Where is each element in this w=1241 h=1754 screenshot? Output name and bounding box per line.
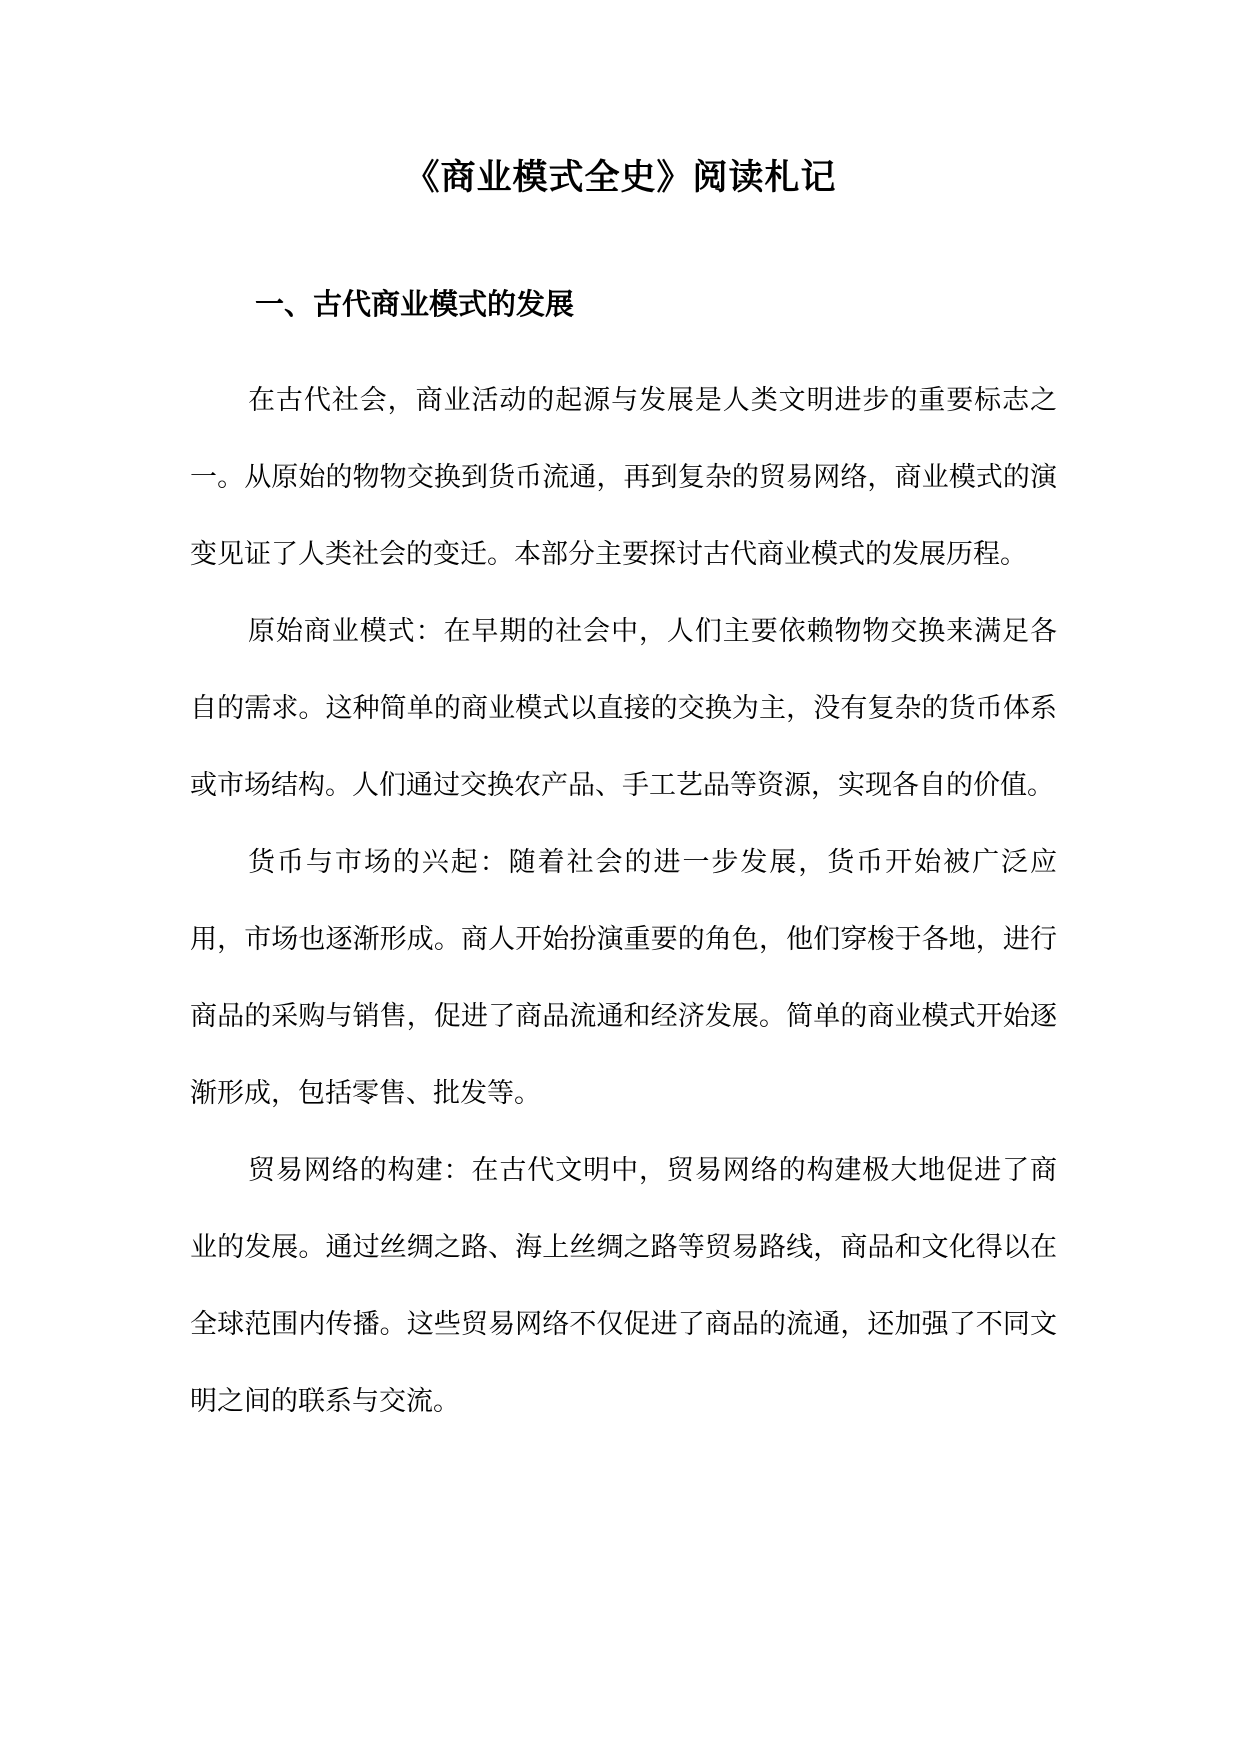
paragraph-intro: 在古代社会，商业活动的起源与发展是人类文明进步的重要标志之一。从原始的物物交换到货币流通，再到复杂的贸易网络，商业模式的演变见证了人类社会的变迁。本部分主要探讨古代商业模式的发展历程。 <box>190 385 1057 570</box>
paragraph-currency-markets: 货币与市场的兴起：随着社会的进一步发展，货币开始被广泛应用，市场也逐渐形成。商人开始扮演重要的角色，他们穿梭于各地，进行商品的采购与销售，促进了商品流通和经济发展。简单的商业模式开始逐渐形成，包括零售、批发等。 <box>190 847 1057 1109</box>
section-heading: 一、古代商业模式的发展 <box>255 287 575 321</box>
document-title: 《商业模式全史》阅读札记 <box>404 157 837 198</box>
paragraph-primitive-commerce: 原始商业模式：在早期的社会中，人们主要依赖物物交换来满足各自的需求。这种简单的商业模式以直接的交换为主，没有复杂的货币体系或市场结构。人们通过交换农产品、手工艺品等资源，实现各自的价值。 <box>190 616 1057 801</box>
paragraph-trade-networks: 贸易网络的构建：在古代文明中，贸易网络的构建极大地促进了商业的发展。通过丝绸之路、海上丝绸之路等贸易路线，商品和文化得以在全球范围内传播。这些贸易网络不仅促进了商品的流通，还加强了不同文明之间的联系与交流。 <box>190 1155 1057 1417</box>
document-body <box>190 362 1057 1440</box>
